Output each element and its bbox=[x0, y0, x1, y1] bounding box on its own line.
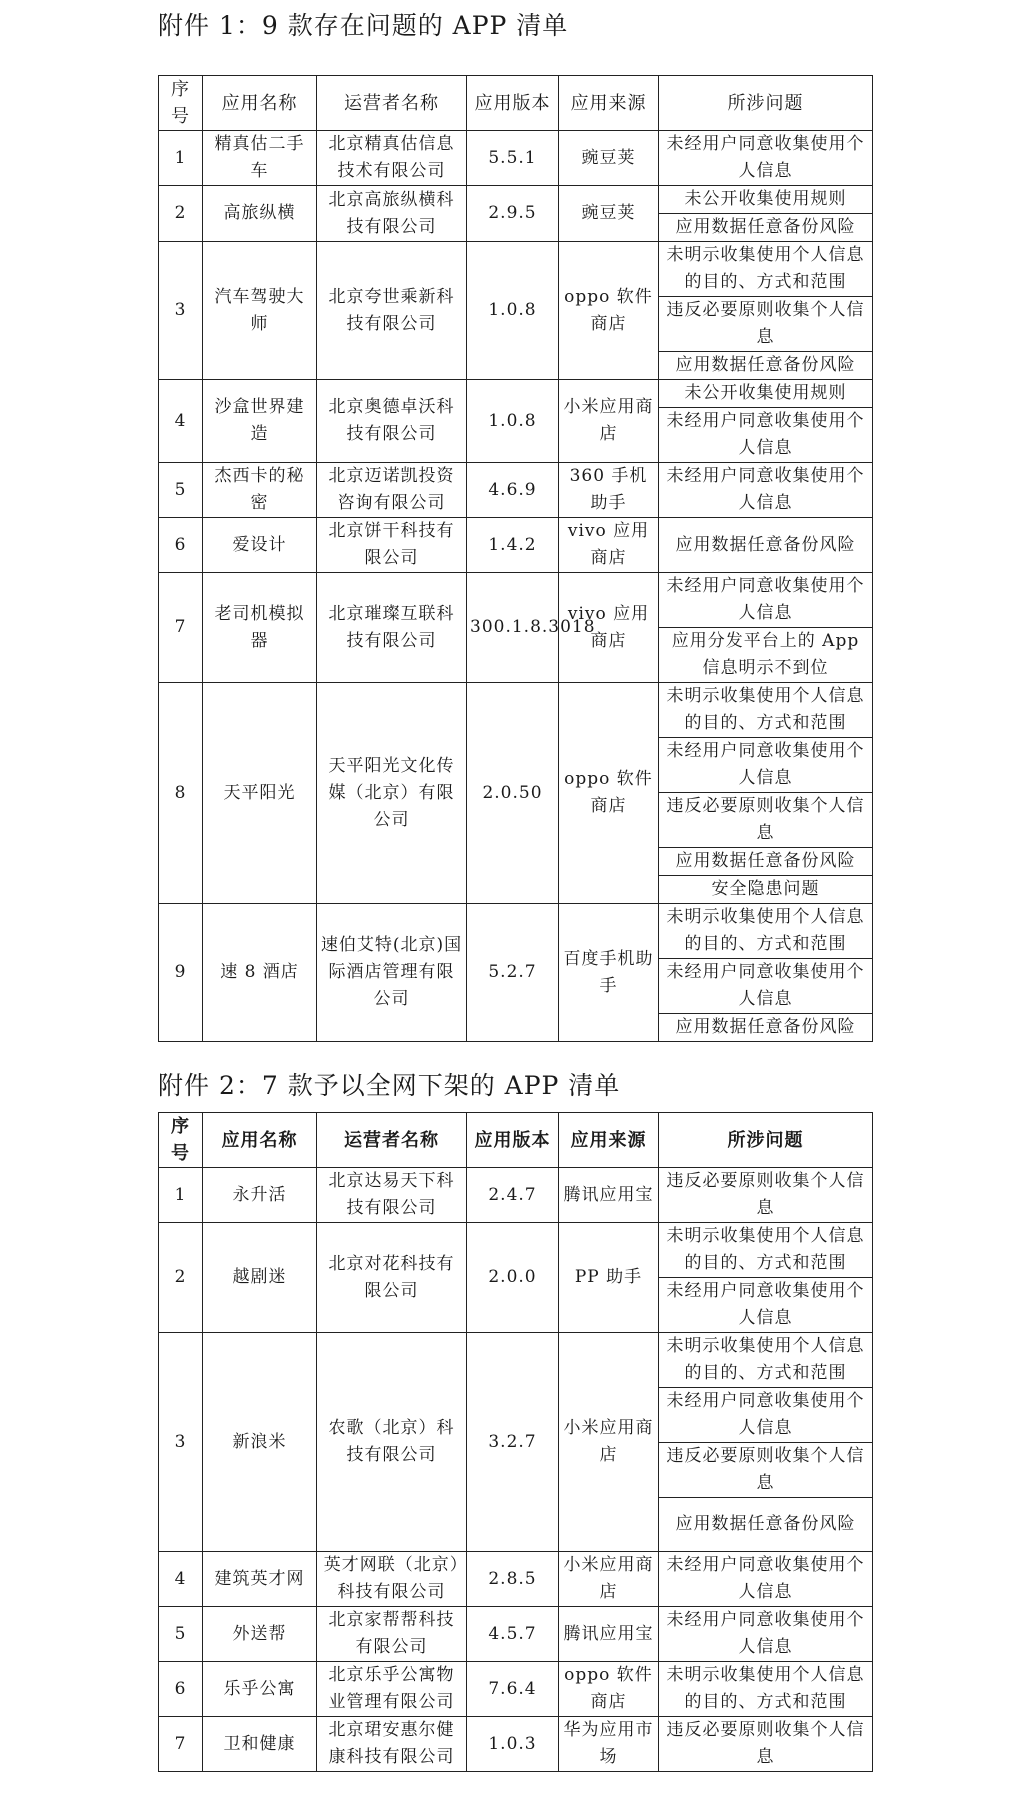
source-cell: PP 助手 bbox=[559, 1223, 659, 1333]
number-cell: 5 bbox=[159, 463, 203, 518]
issue-cell: 未经用户同意收集使用个人信息 bbox=[659, 959, 873, 1014]
issue-cell: 未经用户同意收集使用个人信息 bbox=[659, 463, 873, 518]
app-name-cell: 建筑英才网 bbox=[203, 1552, 317, 1607]
operator-cell: 北京奥德卓沃科技有限公司 bbox=[317, 380, 467, 463]
app-name-cell: 高旅纵横 bbox=[203, 186, 317, 242]
version-cell: 2.0.50 bbox=[467, 683, 559, 904]
source-cell: oppo 软件商店 bbox=[559, 242, 659, 380]
issue-cell: 违反必要原则收集个人信息 bbox=[659, 1443, 873, 1498]
version-cell: 4.5.7 bbox=[467, 1607, 559, 1662]
app-name-cell: 卫和健康 bbox=[203, 1717, 317, 1772]
number-cell: 2 bbox=[159, 1223, 203, 1333]
issue-cell: 未明示收集使用个人信息的目的、方式和范围 bbox=[659, 904, 873, 959]
version-cell: 2.4.7 bbox=[467, 1168, 559, 1223]
annex2-table bbox=[158, 1112, 873, 1772]
issue-cell: 未明示收集使用个人信息的目的、方式和范围 bbox=[659, 1223, 873, 1278]
table-row bbox=[159, 463, 873, 518]
table-row bbox=[159, 904, 873, 959]
issue-cell: 违反必要原则收集个人信息 bbox=[659, 297, 873, 352]
number-cell: 4 bbox=[159, 380, 203, 463]
table-row bbox=[159, 1552, 873, 1607]
app-name-cell: 永升活 bbox=[203, 1168, 317, 1223]
source-cell: 小米应用商店 bbox=[559, 380, 659, 463]
operator-cell: 北京对花科技有限公司 bbox=[317, 1223, 467, 1333]
issue-cell: 未明示收集使用个人信息的目的、方式和范围 bbox=[659, 683, 873, 738]
table-header-row bbox=[159, 76, 873, 131]
app-name-cell: 爱设计 bbox=[203, 518, 317, 573]
issue-cell: 应用数据任意备份风险 bbox=[659, 1014, 873, 1042]
app-name-cell: 外送帮 bbox=[203, 1607, 317, 1662]
column-header: 应用来源 bbox=[559, 1113, 659, 1168]
version-cell: 7.6.4 bbox=[467, 1662, 559, 1717]
number-cell: 3 bbox=[159, 1333, 203, 1552]
issue-cell: 违反必要原则收集个人信息 bbox=[659, 1168, 873, 1223]
table-row bbox=[159, 1333, 873, 1388]
issue-cell: 应用数据任意备份风险 bbox=[659, 214, 873, 242]
number-cell: 1 bbox=[159, 131, 203, 186]
source-cell: 百度手机助手 bbox=[559, 904, 659, 1042]
table-row bbox=[159, 1168, 873, 1223]
operator-cell: 北京家帮帮科技有限公司 bbox=[317, 1607, 467, 1662]
operator-cell: 农歌（北京）科技有限公司 bbox=[317, 1333, 467, 1552]
operator-cell: 天平阳光文化传媒（北京）有限公司 bbox=[317, 683, 467, 904]
app-name-cell: 新浪米 bbox=[203, 1333, 317, 1552]
issue-cell: 未明示收集使用个人信息的目的、方式和范围 bbox=[659, 1333, 873, 1388]
version-cell: 2.9.5 bbox=[467, 186, 559, 242]
table-row bbox=[159, 518, 873, 573]
version-cell: 3.2.7 bbox=[467, 1333, 559, 1552]
table-row bbox=[159, 1607, 873, 1662]
app-name-cell: 汽车驾驶大师 bbox=[203, 242, 317, 380]
operator-cell: 北京夸世乘新科技有限公司 bbox=[317, 242, 467, 380]
issue-cell: 未经用户同意收集使用个人信息 bbox=[659, 1607, 873, 1662]
app-name-cell: 老司机模拟器 bbox=[203, 573, 317, 683]
issue-cell: 应用数据任意备份风险 bbox=[659, 518, 873, 573]
column-header: 运营者名称 bbox=[317, 1113, 467, 1168]
operator-cell: 速伯艾特(北京)国际酒店管理有限公司 bbox=[317, 904, 467, 1042]
table-row bbox=[159, 242, 873, 297]
app-name-cell: 精真估二手车 bbox=[203, 131, 317, 186]
issue-cell: 未明示收集使用个人信息的目的、方式和范围 bbox=[659, 242, 873, 297]
table-row bbox=[159, 380, 873, 408]
operator-cell: 北京璀璨互联科技有限公司 bbox=[317, 573, 467, 683]
number-cell: 7 bbox=[159, 1717, 203, 1772]
annex1-table bbox=[158, 75, 873, 1042]
version-cell: 2.0.0 bbox=[467, 1223, 559, 1333]
issue-cell: 未明示收集使用个人信息的目的、方式和范围 bbox=[659, 1662, 873, 1717]
operator-cell: 北京珺安惠尔健康科技有限公司 bbox=[317, 1717, 467, 1772]
number-cell: 6 bbox=[159, 518, 203, 573]
version-cell: 1.0.8 bbox=[467, 242, 559, 380]
app-name-cell: 速 8 酒店 bbox=[203, 904, 317, 1042]
issue-cell: 违反必要原则收集个人信息 bbox=[659, 793, 873, 848]
operator-cell: 英才网联（北京）科技有限公司 bbox=[317, 1552, 467, 1607]
version-cell: 1.4.2 bbox=[467, 518, 559, 573]
table-row bbox=[159, 1662, 873, 1717]
app-name-cell: 乐乎公寓 bbox=[203, 1662, 317, 1717]
column-header: 所涉问题 bbox=[659, 76, 873, 131]
issue-cell: 未经用户同意收集使用个人信息 bbox=[659, 408, 873, 463]
source-cell: 小米应用商店 bbox=[559, 1333, 659, 1552]
table-row bbox=[159, 1223, 873, 1278]
issue-cell: 未经用户同意收集使用个人信息 bbox=[659, 573, 873, 628]
issue-cell: 应用数据任意备份风险 bbox=[659, 848, 873, 876]
source-cell: 豌豆荚 bbox=[559, 186, 659, 242]
source-cell: vivo 应用商店 bbox=[559, 518, 659, 573]
column-header: 所涉问题 bbox=[659, 1113, 873, 1168]
issue-cell: 未公开收集使用规则 bbox=[659, 186, 873, 214]
app-name-cell: 沙盒世界建造 bbox=[203, 380, 317, 463]
number-cell: 8 bbox=[159, 683, 203, 904]
table-row bbox=[159, 186, 873, 214]
version-cell: 5.2.7 bbox=[467, 904, 559, 1042]
column-header: 应用版本 bbox=[467, 76, 559, 131]
operator-cell: 北京达易天下科技有限公司 bbox=[317, 1168, 467, 1223]
number-cell: 7 bbox=[159, 573, 203, 683]
source-cell: 豌豆荚 bbox=[559, 131, 659, 186]
issue-cell: 未公开收集使用规则 bbox=[659, 380, 873, 408]
source-cell: oppo 软件商店 bbox=[559, 1662, 659, 1717]
app-name-cell: 天平阳光 bbox=[203, 683, 317, 904]
issue-cell: 未经用户同意收集使用个人信息 bbox=[659, 1388, 873, 1443]
issue-cell: 未经用户同意收集使用个人信息 bbox=[659, 131, 873, 186]
version-cell: 2.8.5 bbox=[467, 1552, 559, 1607]
number-cell: 5 bbox=[159, 1607, 203, 1662]
number-cell: 1 bbox=[159, 1168, 203, 1223]
issue-cell: 应用数据任意备份风险 bbox=[659, 352, 873, 380]
table-row bbox=[159, 1717, 873, 1772]
source-cell: vivo 应用商店 bbox=[559, 573, 659, 683]
source-cell: 腾讯应用宝 bbox=[559, 1607, 659, 1662]
operator-cell: 北京乐乎公寓物业管理有限公司 bbox=[317, 1662, 467, 1717]
version-cell: 1.0.3 bbox=[467, 1717, 559, 1772]
table-row bbox=[159, 131, 873, 186]
table-row bbox=[159, 573, 873, 628]
app-name-cell: 杰西卡的秘密 bbox=[203, 463, 317, 518]
operator-cell: 北京精真估信息技术有限公司 bbox=[317, 131, 467, 186]
issue-cell: 未经用户同意收集使用个人信息 bbox=[659, 1278, 873, 1333]
number-cell: 4 bbox=[159, 1552, 203, 1607]
issue-cell: 违反必要原则收集个人信息 bbox=[659, 1717, 873, 1772]
column-header: 应用版本 bbox=[467, 1113, 559, 1168]
source-cell: 腾讯应用宝 bbox=[559, 1168, 659, 1223]
issue-cell: 应用分发平台上的 App 信息明示不到位 bbox=[659, 628, 873, 683]
column-header: 应用名称 bbox=[203, 76, 317, 131]
column-header: 序号 bbox=[159, 76, 203, 131]
table-header-row bbox=[159, 1113, 873, 1168]
number-cell: 9 bbox=[159, 904, 203, 1042]
annex2-title: 附件 2：7 款予以全网下架的 APP 清单 bbox=[158, 1071, 621, 1100]
issue-cell: 未经用户同意收集使用个人信息 bbox=[659, 738, 873, 793]
table-row bbox=[159, 683, 873, 738]
annex1-title: 附件 1：9 款存在问题的 APP 清单 bbox=[158, 11, 569, 40]
version-cell: 1.0.8 bbox=[467, 380, 559, 463]
issue-cell: 安全隐患问题 bbox=[659, 876, 873, 904]
source-cell: 小米应用商店 bbox=[559, 1552, 659, 1607]
column-header: 应用来源 bbox=[559, 76, 659, 131]
app-name-cell: 越剧迷 bbox=[203, 1223, 317, 1333]
number-cell: 6 bbox=[159, 1662, 203, 1717]
source-cell: 360 手机助手 bbox=[559, 463, 659, 518]
column-header: 运营者名称 bbox=[317, 76, 467, 131]
column-header: 应用名称 bbox=[203, 1113, 317, 1168]
version-cell: 4.6.9 bbox=[467, 463, 559, 518]
number-cell: 3 bbox=[159, 242, 203, 380]
operator-cell: 北京饼干科技有限公司 bbox=[317, 518, 467, 573]
operator-cell: 北京高旅纵横科技有限公司 bbox=[317, 186, 467, 242]
column-header: 序号 bbox=[159, 1113, 203, 1168]
number-cell: 2 bbox=[159, 186, 203, 242]
issue-cell: 未经用户同意收集使用个人信息 bbox=[659, 1552, 873, 1607]
operator-cell: 北京迈诺凯投资咨询有限公司 bbox=[317, 463, 467, 518]
version-cell: 5.5.1 bbox=[467, 131, 559, 186]
source-cell: oppo 软件商店 bbox=[559, 683, 659, 904]
issue-cell: 应用数据任意备份风险 bbox=[659, 1498, 873, 1552]
version-cell: 300.1.8.3018 bbox=[467, 573, 559, 683]
source-cell: 华为应用市场 bbox=[559, 1717, 659, 1772]
